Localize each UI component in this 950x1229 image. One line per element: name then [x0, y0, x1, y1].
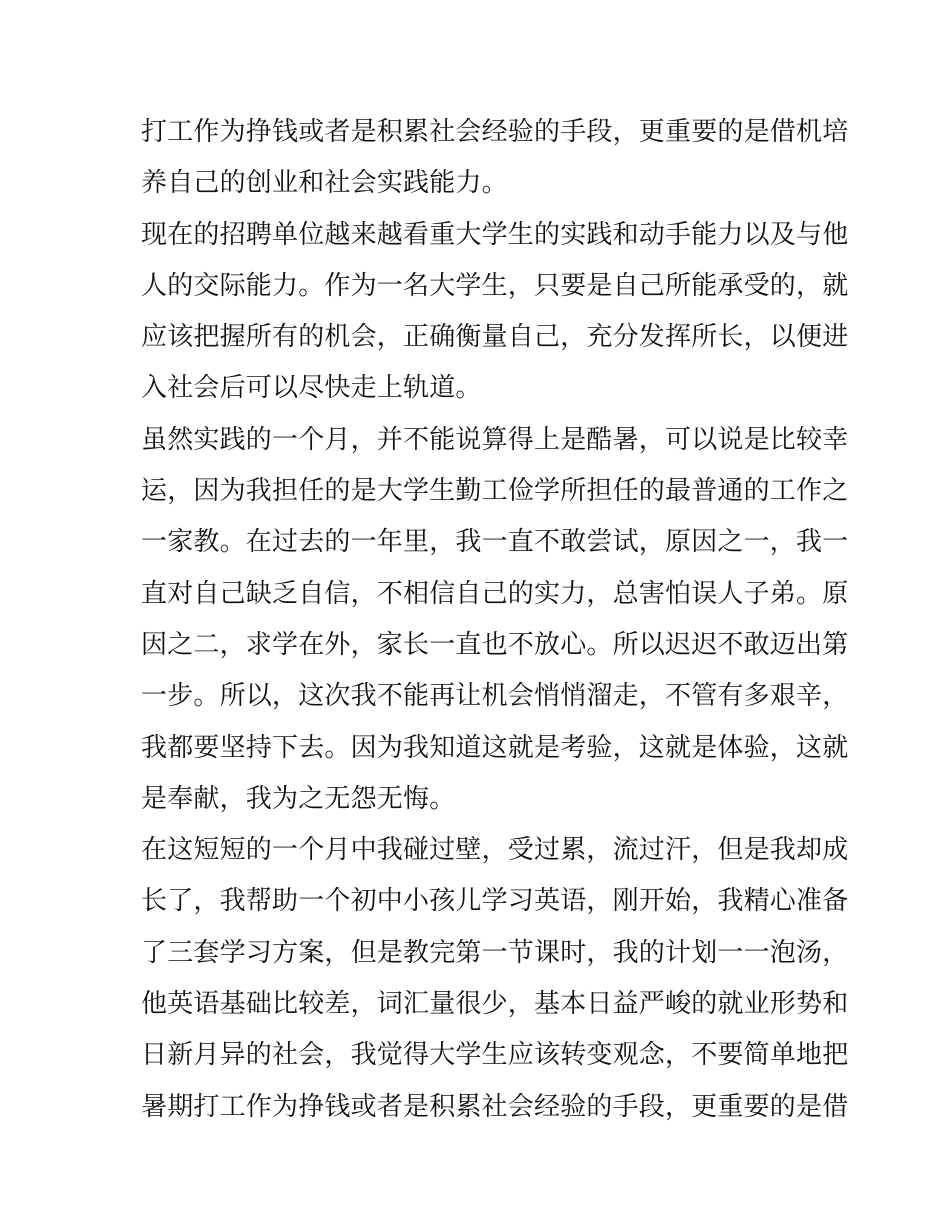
text-line: 现在的招聘单位越来越看重大学生的实践和动手能力以及与他 [141, 219, 849, 250]
text-line: 是奉献，我为之无怨无悔。 [141, 783, 456, 814]
text-line: 在这短短的一个月中我碰过壁，受过累，流过汗，但是我却成 [141, 835, 849, 866]
text-line: 直对自己缺乏自信，不相信自己的实力，总害怕误人子弟。原 [141, 578, 849, 609]
text-line: 打工作为挣钱或者是积累社会经验的手段，更重要的是借机培 [141, 117, 849, 147]
text-line: 我都要坚持下去。因为我知道这就是考验，这就是体验，这就 [141, 732, 849, 763]
text-line: 虽然实践的一个月，并不能说算得上是酷暑，可以说是比较幸 [141, 424, 849, 455]
text-line: 一家教。在过去的一年里，我一直不敢尝试，原因之一，我一 [141, 527, 849, 558]
text-line: 长了，我帮助一个初中小孩儿学习英语，刚开始，我精心准备 [141, 886, 849, 917]
text-line: 运，因为我担任的是大学生勤工俭学所担任的最普通的工作之 [141, 476, 849, 507]
text-line: 了三套学习方案，但是教完第一节课时，我的计划一一泡汤， [141, 937, 849, 968]
text-line: 一步。所以，这次我不能再让机会悄悄溜走，不管有多艰辛， [141, 681, 849, 712]
text-line: 因之二，求学在外，家长一直也不放心。所以迟迟不敢迈出第 [141, 629, 849, 660]
text-line: 暑期打工作为挣钱或者是积累社会经验的手段，更重要的是借 [141, 1091, 849, 1122]
text-line: 日新月异的社会，我觉得大学生应该转变观念，不要简单地把 [141, 1040, 849, 1071]
text-line: 他英语基础比较差，词汇量很少，基本日益严峻的就业形势和 [141, 989, 849, 1020]
text-line: 养自己的创业和社会实践能力。 [141, 168, 508, 199]
text-line: 应该把握所有的机会，正确衡量自己，充分发挥所长，以便进 [141, 322, 849, 353]
text-line: 人的交际能力。作为一名大学生，只要是自己所能承受的，就 [141, 270, 849, 301]
body-text [141, 107, 849, 1133]
text-line: 入社会后可以尽快走上轨道。 [141, 373, 482, 404]
